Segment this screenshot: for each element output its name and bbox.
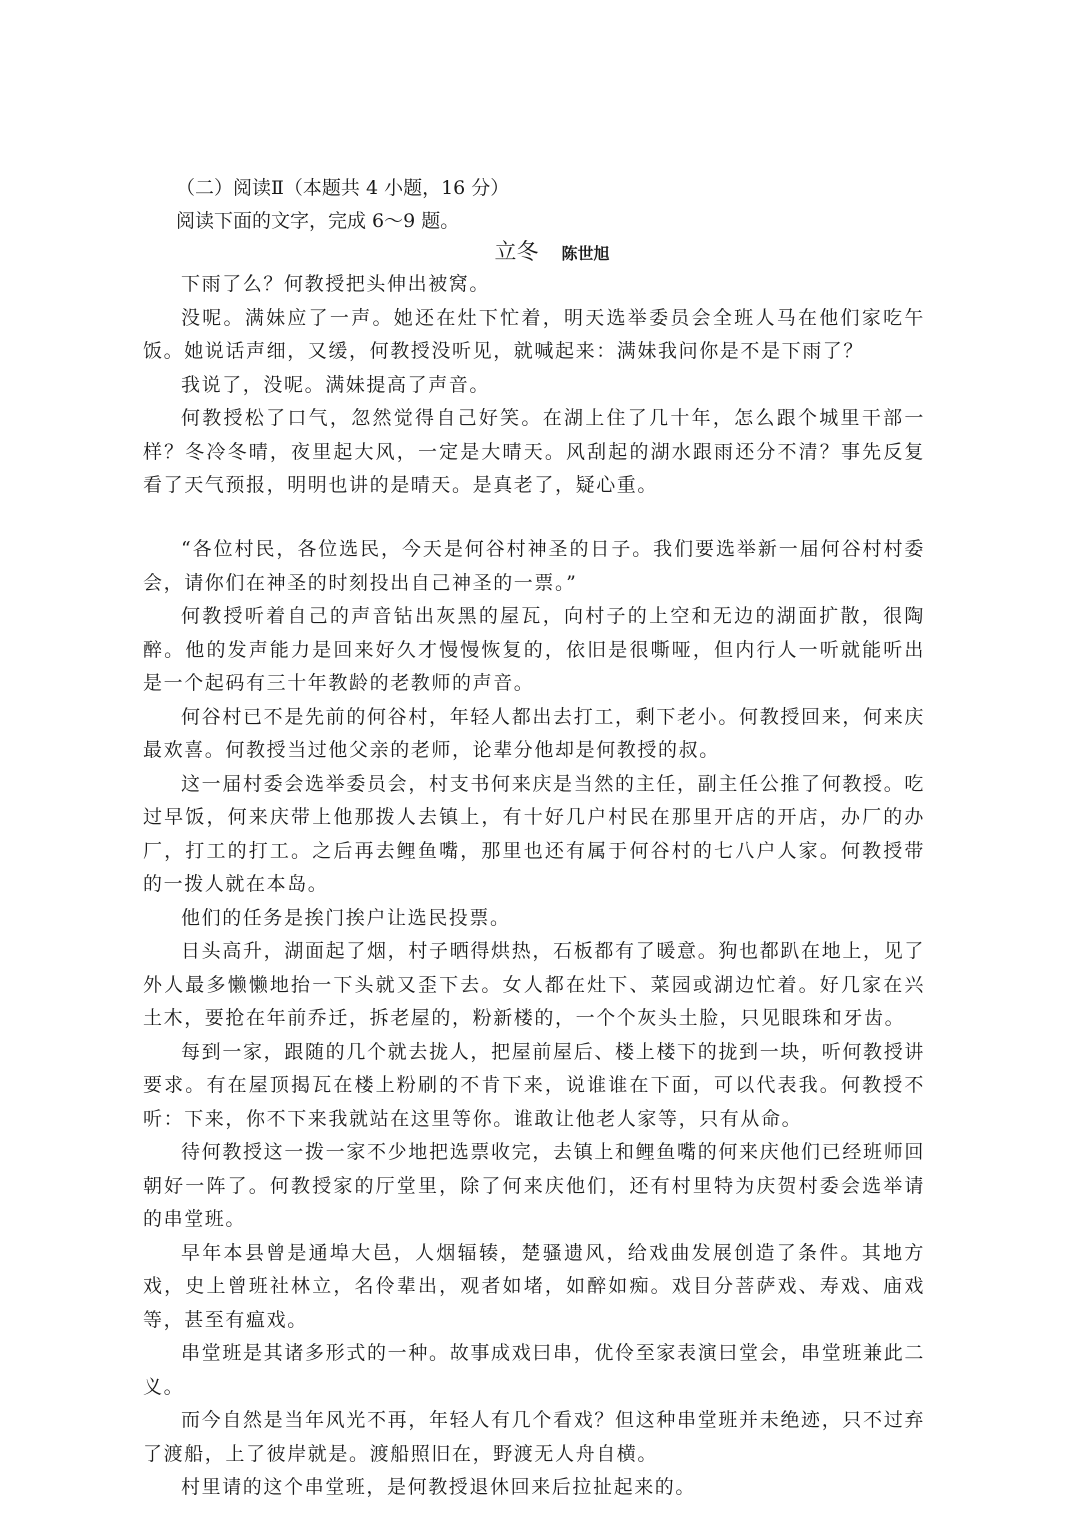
- paragraph: 日头高升，湖面起了烟，村子晒得烘热，石板都有了暖意。狗也都趴在地上，见了外人最多懒懒地抬一下头就又歪下去。女人都在灶下、菜园或湖边忙着。好几家在兴土木，要抢在年前乔迁，拆老屋的，粉新楼的，一个个灰头土脸，只见眼珠和牙齿。: [143, 940, 925, 1029]
- paragraph: 下雨了么？何教授把头伸出被窝。: [181, 273, 491, 295]
- paragraph: “各位村民，各位选民，今天是何谷村神圣的日子。我们要选举新一届何谷村村委会，请你们在神圣的时刻投出自己神圣的一票。”: [143, 538, 925, 594]
- story-title-line: [0, 236, 1080, 270]
- body-part-2: [143, 533, 925, 1505]
- paragraph: 他们的任务是挨门挨户让选民投票。: [181, 906, 511, 929]
- paragraph: 没呢。满妹应了一声。她还在灶下忙着，明天选举委员会全班人马在他们家吃午饭。她说话声细，又缓，何教授没听见，就喊起来：满妹我问你是不是下雨了？: [143, 306, 925, 362]
- paragraph: 串堂班是其诸多形式的一种。故事成戏曰串，优伶至家表演曰堂会，串堂班兼此二义。: [143, 1342, 925, 1398]
- paragraph: 而今自然是当年风光不再，年轻人有几个看戏？但这种串堂班并未绝迹，只不过弃了渡船，上了彼岸就是。渡船照旧在，野渡无人舟自横。: [143, 1409, 925, 1465]
- paragraph: 何谷村已不是先前的何谷村，年轻人都出去打工，剩下老小。何教授回来，何来庆最欢喜。何教授当过他父亲的老师，论辈分他却是何教授的叔。: [143, 705, 925, 761]
- paragraph: 何教授听着自己的声音钻出灰黑的屋瓦，向村子的上空和无边的湖面扩散，很陶醉。他的发声能力是回来好久才慢慢恢复的，依旧是很嘶哑，但内行人一听就能听出是一个起码有三十年教龄的老教师的声音。: [143, 605, 925, 694]
- paragraph: 每到一家，跟随的几个就去拢人，把屋前屋后、楼上楼下的拢到一块，听何教授讲要求。有在屋顶揭瓦在楼上粉刷的不肯下来，说谁谁在下面，可以代表我。何教授不听：下来，你不下来我就站在这里等你。谁敢让他老人家等，只有从命。: [143, 1040, 925, 1130]
- paragraph: 何教授松了口气，忽然觉得自己好笑。在湖上住了几十年，怎么跟个城里干部一样？冬冷冬晴，夜里起大风，一定是大晴天。风刮起的湖水跟雨还分不清？事先反复看了天气预报，明明也讲的是晴天。是真老了，疑心重。: [143, 407, 925, 496]
- paragraph: 村里请的这个串堂班，是何教授退休回来后拉扯起来的。: [181, 1476, 697, 1498]
- paragraph: 这一届村委会选举委员会，村支书何来庆是当然的主任，副主任公推了何教授。吃过早饭，何来庆带上他那拨人去镇上，有十好几户村民在那里开店的开店，办厂的办厂，打工的打工。之后再去鲤鱼嘴，那里也还有属于何谷村的七八户人家。何教授带的一拨人就在本岛。: [143, 772, 925, 895]
- story-author: 陈世旭: [561, 244, 610, 263]
- story-title: 立冬: [494, 240, 539, 265]
- paragraph: 我说了，没呢。满妹提高了声音。: [181, 373, 491, 396]
- paragraph: 早年本县曾是通埠大邑，人烟辐辏，楚骚遗风，给戏曲发展创造了条件。其地方戏，史上曾班社林立，名伶辈出，观者如堵，如醉如痴。戏目分菩萨戏、寿戏、庙戏等，甚至有瘟戏。: [143, 1241, 925, 1331]
- paragraph: 待何教授这一拨一家不少地把选票收完，去镇上和鲤鱼嘴的何来庆他们已经班师回朝好一阵了。何教授家的厅堂里，除了何来庆他们，还有村里特为庆贺村委会选举请的串堂班。: [143, 1141, 925, 1230]
- instruction-text: 阅读下面的文字，完成 6～9 题。: [176, 210, 460, 232]
- section-heading: （二）阅读Ⅱ（本题共 4 小题，16 分）: [176, 177, 510, 199]
- body-part-1: [143, 268, 925, 503]
